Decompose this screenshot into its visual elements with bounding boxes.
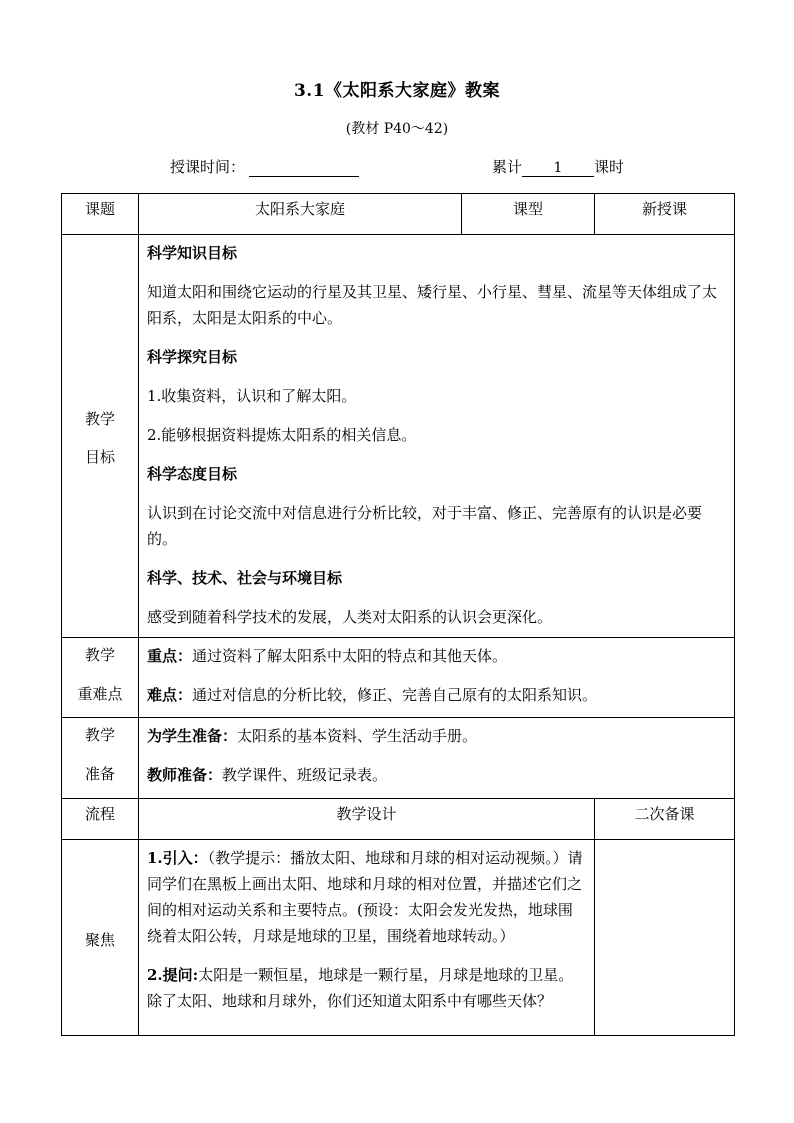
inquiry-heading: 科学探究目标	[147, 348, 238, 366]
cumulative-label: 累计	[492, 158, 523, 176]
sts-heading: 科学、技术、社会与环境目标	[147, 569, 343, 587]
second-prep-cell	[595, 840, 735, 1036]
knowledge-heading: 科学知识目标	[147, 244, 238, 262]
cumulative-unit: 课时	[594, 158, 625, 176]
focus-row	[62, 840, 735, 1036]
focus-label: 聚焦	[62, 840, 139, 1036]
flow-header: 流程	[62, 799, 139, 840]
difficulty-label: 难点：	[147, 686, 193, 704]
lesson-plan-table	[61, 193, 735, 1036]
question-label: 2.提问:	[147, 966, 199, 984]
topic-label: 课题	[62, 194, 139, 235]
lesson-time-blank	[249, 161, 359, 177]
teacher-prep-label: 教师准备：	[147, 766, 223, 784]
knowledge-text: 知道太阳和围绕它运动的行星及其卫星、矮行星、小行星、彗星、流星等天体组成了太阳系，太阳是太阳系的中心。	[147, 283, 718, 327]
key-label: 重点：	[147, 647, 193, 665]
lesson-time-label: 授课时间：	[170, 158, 246, 176]
focus-content	[139, 840, 595, 1036]
attitude-text: 认识到在讨论交流中对信息进行分析比较，对于丰富、修正、完善原有的认识是必要的。	[147, 504, 703, 548]
attitude-heading: 科学态度目标	[147, 465, 238, 483]
objectives-label: 教学 目标	[62, 235, 139, 638]
question-text: 太阳是一颗恒星，地球是一颗行星，月球是地球的卫星。除了太阳、地球和月球外，你们还知道太阳系中有哪些天体？	[147, 966, 574, 1010]
design-header: 教学设计	[139, 799, 595, 840]
cumulative-value: 1	[522, 161, 594, 177]
keypoints-row	[62, 638, 735, 718]
objectives-row	[62, 235, 735, 638]
intro-text: （教学提示：播放太阳、地球和月球的相对运动视频。）请同学们在黑板上画出太阳、地球和月球的相对位置，并描述它们之间的相对运动关系和主要特点。(预设：太阳会发光发热，地球围绕着太阳公转，月球是地球的卫星，围绕着地球转动。）	[147, 849, 583, 945]
teacher-prep-text: 教学课件、班级记录表。	[222, 766, 388, 784]
topic-row	[62, 194, 735, 235]
topic-value: 太阳系大家庭	[139, 194, 462, 235]
cumulative-hours-field	[492, 156, 624, 177]
preparation-label: 教学 准备	[62, 718, 139, 799]
student-prep-label: 为学生准备：	[147, 727, 238, 745]
inquiry-item-2: 2.能够根据资料提炼太阳系的相关信息。	[147, 426, 417, 444]
sts-text: 感受到随着科学技术的发展，人类对太阳系的认识会更深化。	[147, 608, 553, 626]
lesson-time-field	[170, 156, 359, 177]
process-header-row	[62, 799, 735, 840]
intro-label: 1.引入：	[147, 849, 208, 867]
keypoints-content	[139, 638, 735, 718]
student-prep-text: 太阳系的基本资料、学生活动手册。	[237, 727, 478, 745]
keypoints-label: 教学 重难点	[62, 638, 139, 718]
lesson-type-label: 课型	[462, 194, 595, 235]
document-title: 3.1《太阳系大家庭》教案	[293, 81, 501, 101]
textbook-pages: (教材 P40～42)	[345, 121, 449, 137]
second-prep-header: 二次备课	[595, 799, 735, 840]
objectives-content	[139, 235, 735, 638]
difficulty-text: 通过对信息的分析比较，修正、完善自己原有的太阳系知识。	[192, 686, 598, 704]
inquiry-item-1: 1.收集资料，认识和了解太阳。	[147, 387, 357, 405]
preparation-row	[62, 718, 735, 799]
lesson-type-value: 新授课	[595, 194, 735, 235]
preparation-content	[139, 718, 735, 799]
key-text: 通过资料了解太阳系中太阳的特点和其他天体。	[192, 647, 508, 665]
